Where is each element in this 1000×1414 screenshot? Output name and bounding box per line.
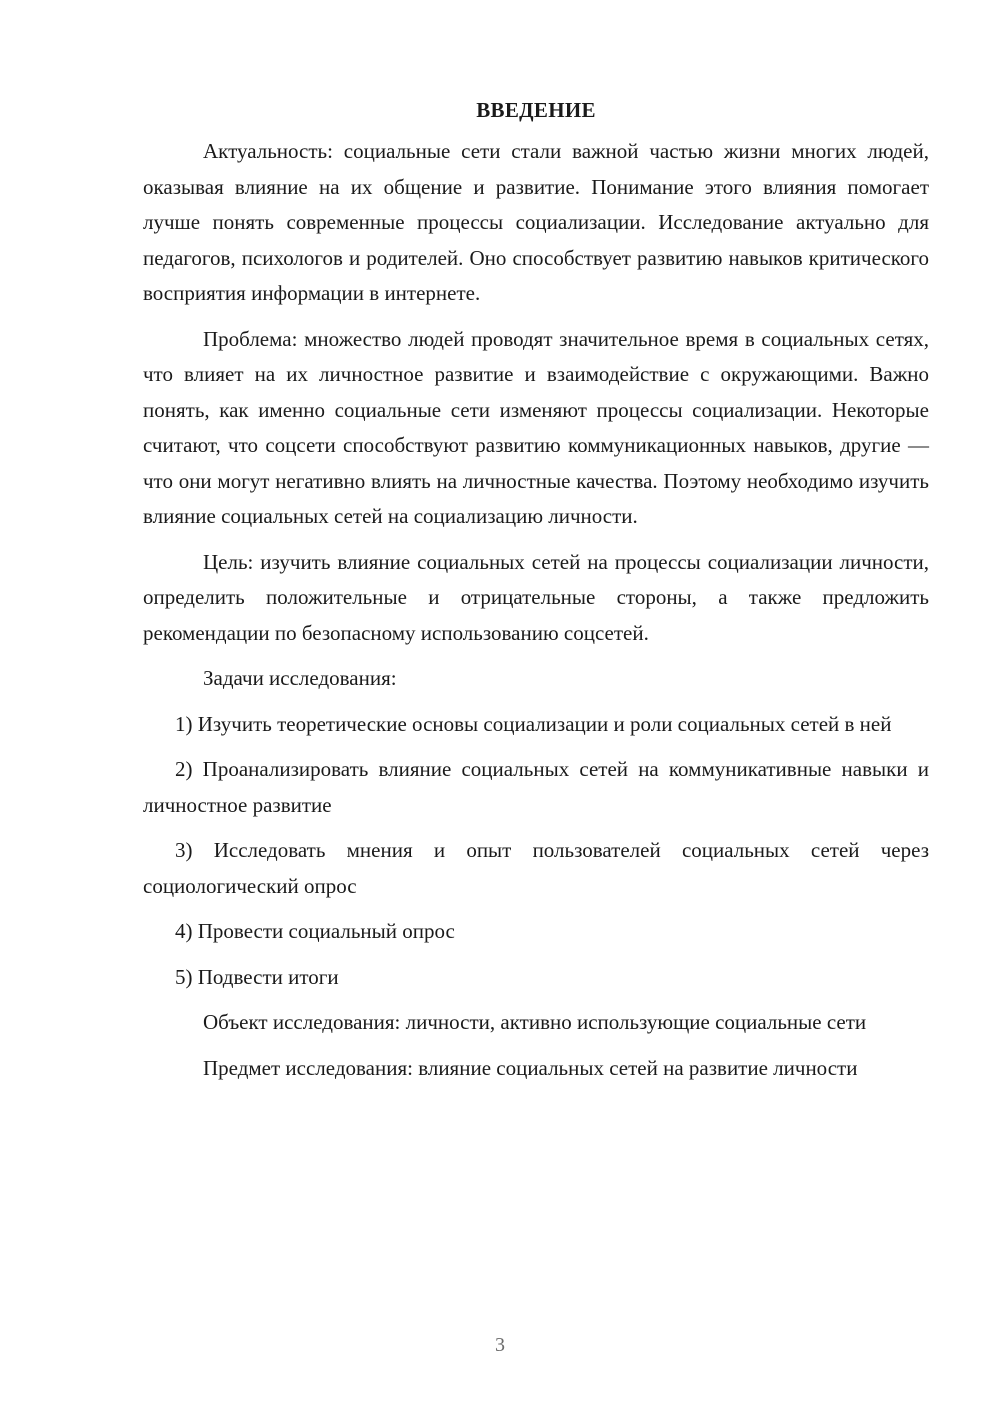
problem-paragraph: Проблема: множество людей проводят значительное время в социальных сетях, что влияет на их личностное развитие и взаимодействие с окружающими. Важно понять, как именно социальные сети изменяют процессы социализации. Некоторые считают, что соцсети способствуют развитию коммуникационных навыков, другие — что они могут негативно влиять на личностные качества. Поэтому необходимо изучить влияние социальных сетей на социализацию личности.: [143, 326, 929, 528]
task-item-5: 5) Подвести итоги: [175, 964, 339, 989]
page-title: ВВЕДЕНИЕ: [476, 98, 596, 122]
page-number: 3: [495, 1334, 505, 1356]
goal-paragraph: Цель: изучить влияние социальных сетей на процессы социализации личности, определить положительные и отрицательные стороны, а также предложить рекомендации по безопасному использованию соцсетей.: [143, 549, 929, 645]
relevance-paragraph: Актуальность: социальные сети стали важной частью жизни многих людей, оказывая влияние на их общение и развитие. Понимание этого влияния помогает лучше понять современные процессы социализации. Исследование актуально для педагогов, психологов и родителей. Оно способствует развитию навыков критического восприятия информации в интернете.: [143, 139, 929, 305]
task-item-1: 1) Изучить теоретические основы социализации и роли социальных сетей в ней: [175, 711, 892, 736]
task-item-4: 4) Провести социальный опрос: [175, 919, 455, 943]
research-object-paragraph: Объект исследования: личности, активно использующие социальные сети: [203, 1010, 867, 1034]
tasks-heading: Задачи исследования:: [203, 666, 397, 690]
task-item-3: 3) Исследовать мнения и опыт пользователей социальных сетей через социологический опрос: [143, 838, 929, 898]
page-content: [143, 96, 929, 1096]
task-item-2: 2) Проанализировать влияние социальных сетей на коммуникативные навыки и личностное развитие: [143, 757, 929, 817]
research-subject-paragraph: Предмет исследования: влияние социальных сетей на развитие личности: [203, 1055, 858, 1080]
